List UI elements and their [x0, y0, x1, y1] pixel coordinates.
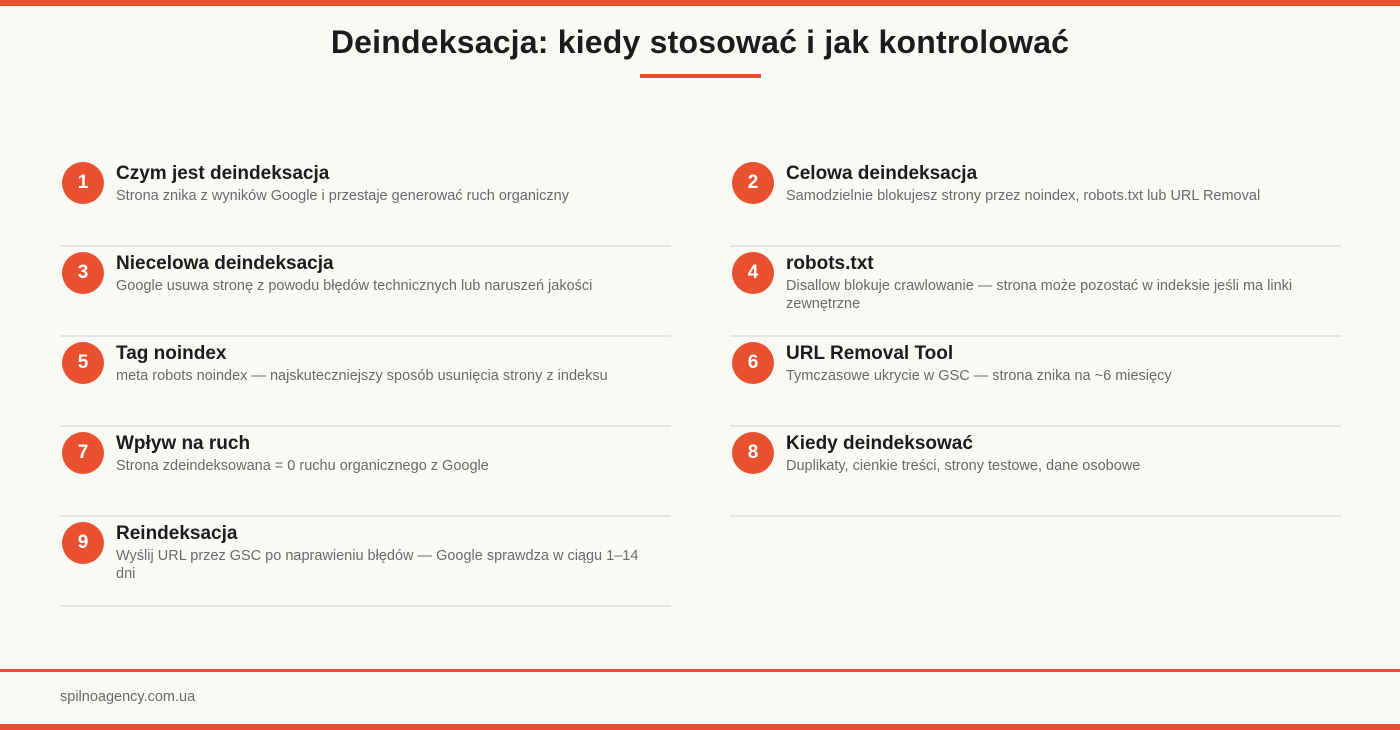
item-description: Strona znika z wyników Google i przestaje generować ruch organiczny [116, 188, 569, 204]
bottom-accent-bar [0, 724, 1400, 730]
item-number-badge: 3 [62, 252, 104, 294]
item-text [786, 161, 1326, 205]
item-text [786, 251, 1326, 313]
list-item [730, 247, 1341, 337]
item-text [786, 341, 1326, 385]
item-description: Strona zdeindeksowana = 0 ruchu organicznego z Google [116, 458, 489, 474]
item-description: Tymczasowe ukrycie w GSC — strona znika na ~6 miesięcy [786, 368, 1172, 384]
top-accent-bar [0, 0, 1400, 6]
list-item [730, 427, 1341, 517]
list-item [60, 247, 671, 337]
item-text [786, 431, 1326, 475]
item-number-badge: 9 [62, 522, 104, 564]
list-item [60, 517, 671, 607]
item-number-badge: 2 [732, 162, 774, 204]
item-title: Czym jest deindeksacja [116, 163, 330, 184]
item-number-badge: 5 [62, 342, 104, 384]
list-item [60, 157, 671, 247]
item-number-badge: 7 [62, 432, 104, 474]
item-title: Reindeksacja [116, 523, 238, 544]
item-number-badge: 6 [732, 342, 774, 384]
item-description: Duplikaty, cienkie treści, strony testowe, dane osobowe [786, 458, 1141, 474]
list-item [60, 427, 671, 517]
item-number-badge: 4 [732, 252, 774, 294]
item-number-badge: 1 [62, 162, 104, 204]
list-item [730, 337, 1341, 427]
item-text [116, 341, 656, 385]
list-item [60, 337, 671, 427]
list-item [730, 157, 1341, 247]
item-description: Google usuwa stronę z powodu błędów technicznych lub naruszeń jakości [116, 278, 593, 294]
item-title: Niecelowa deindeksacja [116, 253, 334, 274]
item-text [116, 431, 656, 475]
title-underline [640, 74, 761, 78]
item-description: Samodzielnie blokujesz strony przez noindex, robots.txt lub URL Removal [786, 188, 1261, 204]
item-description: Disallow blokuje crawlowanie — strona może pozostać w indeksie jeśli ma linki zewnętrzne [786, 278, 1293, 312]
item-text [116, 521, 656, 583]
footer-divider [0, 669, 1400, 672]
footer-site-url: spilnoagency.com.ua [60, 689, 196, 705]
item-text [116, 161, 656, 205]
items-grid [60, 157, 1341, 607]
item-title: Tag noindex [116, 343, 227, 364]
item-title: Celowa deindeksacja [786, 163, 978, 184]
page-title: Deindeksacja: kiedy stosować i jak kontrolować [330, 24, 1070, 60]
item-title: robots.txt [786, 253, 874, 274]
item-text [116, 251, 656, 295]
item-title: Kiedy deindeksować [786, 433, 973, 454]
item-title: Wpływ na ruch [116, 433, 251, 454]
item-number-badge: 8 [732, 432, 774, 474]
item-description: meta robots noindex — najskuteczniejszy sposób usunięcia strony z indeksu [116, 368, 608, 384]
item-title: URL Removal Tool [786, 343, 954, 364]
item-description: Wyślij URL przez GSC po naprawieniu błędów — Google sprawdza w ciągu 1–14 dni [116, 548, 639, 582]
